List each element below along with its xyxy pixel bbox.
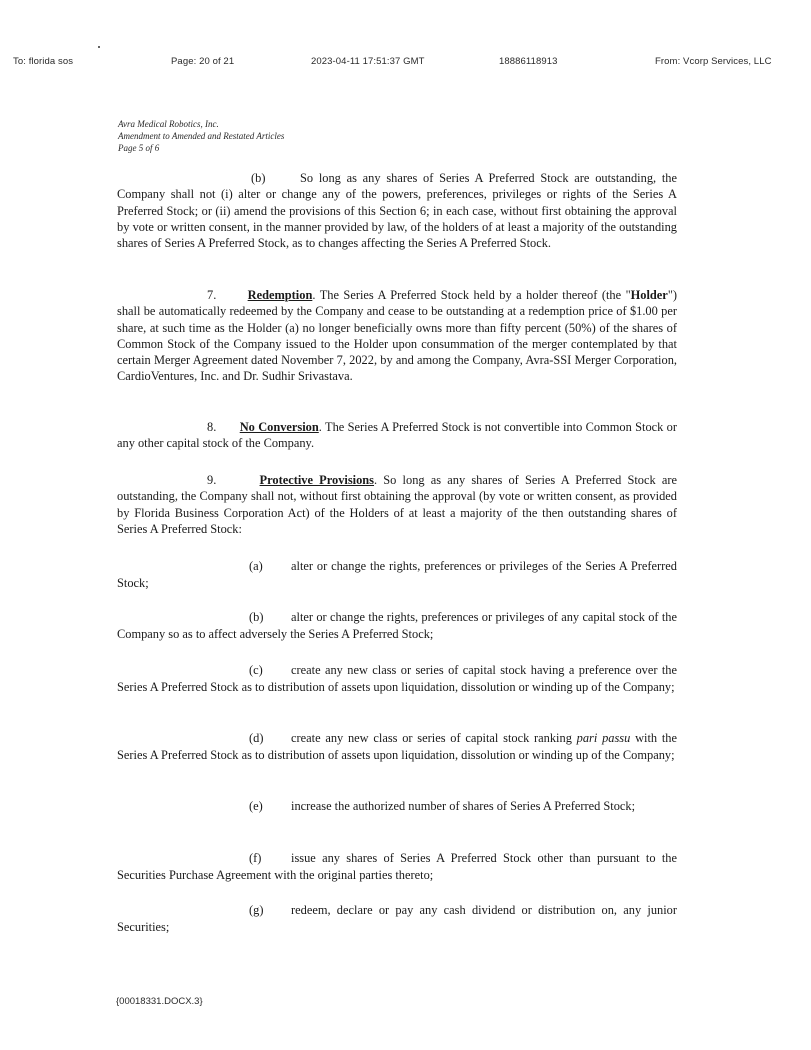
section-8-text: . The Series A Preferred Stock is not convertible into Common Stock or any other capital stock of the Company. [117,420,677,451]
item-label: (b) [249,610,264,624]
provision-item-f [117,850,677,883]
item-text: issue any shares of Series A Preferred Stock other than pursuant to the Securities Purchase Agreement with the original parties thereto; [117,851,677,882]
scan-speck [98,46,100,48]
item-text-italic: pari passu [576,731,631,745]
document-title: Amendment to Amended and Restated Articles [118,131,285,141]
item-text: increase the authorized number of shares of Series A Preferred Stock; [291,799,636,813]
provision-item-d [117,730,677,763]
item-text: create any new class or series of capital stock having a preference over the Series A Preferred Stock as to distribution of assets upon liquidation, dissolution or winding up of the Company; [117,663,677,694]
document-heading [118,118,284,154]
item-label: (e) [249,799,263,813]
fax-from: From: Vcorp Services, LLC [655,56,772,67]
item-text: alter or change the rights, preferences or privileges of the Series A Preferred Stock; [117,559,677,590]
fax-to: To: florida sos [13,56,74,67]
provision-item-g [117,902,677,935]
company-name: Avra Medical Robotics, Inc. [118,119,219,129]
section-7-number: 7. [207,288,217,302]
document-id-footer: {00018331.DOCX.3} [116,996,203,1007]
item-text-1: create any new class or series of capital stock ranking [291,731,577,745]
item-text: redeem, declare or pay any cash dividend or distribution on, any junior Securities; [117,903,677,934]
provision-item-a [117,558,677,591]
section-9-heading: Protective Provisions [259,473,375,487]
holder-defined-term: Holder [630,288,668,302]
fax-phone: 18886118913 [499,56,558,67]
section-8-paragraph [117,419,677,452]
section-9-paragraph [117,472,677,537]
item-label: (a) [249,559,263,573]
section-7-text-1: . The Series A Preferred Stock held by a holder thereof (the " [312,288,631,302]
section-7-text-2: ") shall be automatically redeemed by the Company and cease to be outstanding at a redemption price of $1.00 per share, at such time as the Holder (a) no longer beneficially owns more than fifty percent (50%) of the shares of Common Stock of the Company issued to the Holder upon consummation of the merger contemplated by that certain Merger Agreement dated November 7, 2022, by and among the Company, Avra-SSI Merger Corporation, CardioVentures, Inc. and Dr. Sudhir Srivastava. [117,288,677,384]
fax-datetime: 2023-04-11 17:51:37 GMT [311,56,425,67]
page-reference: Page 5 of 6 [118,143,160,153]
item-label: (d) [249,731,264,745]
section-8-number: 8. [207,420,217,434]
provision-item-e [117,798,677,815]
item-label: (g) [249,903,264,917]
item-text-2: with the Series A Preferred Stock as to distribution of assets upon liquidation, dissolution or winding up of the Company; [117,731,677,762]
fax-page-count: Page: 20 of 21 [171,56,235,67]
section-8-heading: No Conversion [239,420,319,434]
item-text: alter or change the rights, preferences or privileges of any capital stock of the Company so as to affect adversely the Series A Preferred Stock; [117,610,677,641]
fax-header [0,56,811,72]
item-label: (f) [249,851,262,865]
section-6b-label: (b) [251,171,266,185]
section-7-heading: Redemption [247,288,313,302]
section-9-number: 9. [207,473,217,487]
provision-item-b [117,609,677,642]
item-label: (c) [249,663,263,677]
section-6b-paragraph [117,170,677,251]
section-6b-text: So long as any shares of Series A Preferred Stock are outstanding, the Company shall not (i) alter or change any of the powers, preferences, privileges or rights of the Series A Preferred Stock; or (ii) amend the provisions of this Section 6; in each case, without first obtaining the approval by vote or written consent, in the manner provided by law, of the holders of at least a majority of the outstanding shares of Series A Preferred Stock, as to changes affecting the Series A Preferred Stock. [117,171,677,251]
provision-item-c [117,662,677,695]
section-7-paragraph [117,287,677,385]
section-9-text: . So long as any shares of Series A Preferred Stock are outstanding, the Company shall not, without first obtaining the approval (by vote or written consent, as provided by Florida Business Corporation Act) of the Holders of at least a majority of the then outstanding shares of Series A Preferred Stock: [117,473,677,536]
